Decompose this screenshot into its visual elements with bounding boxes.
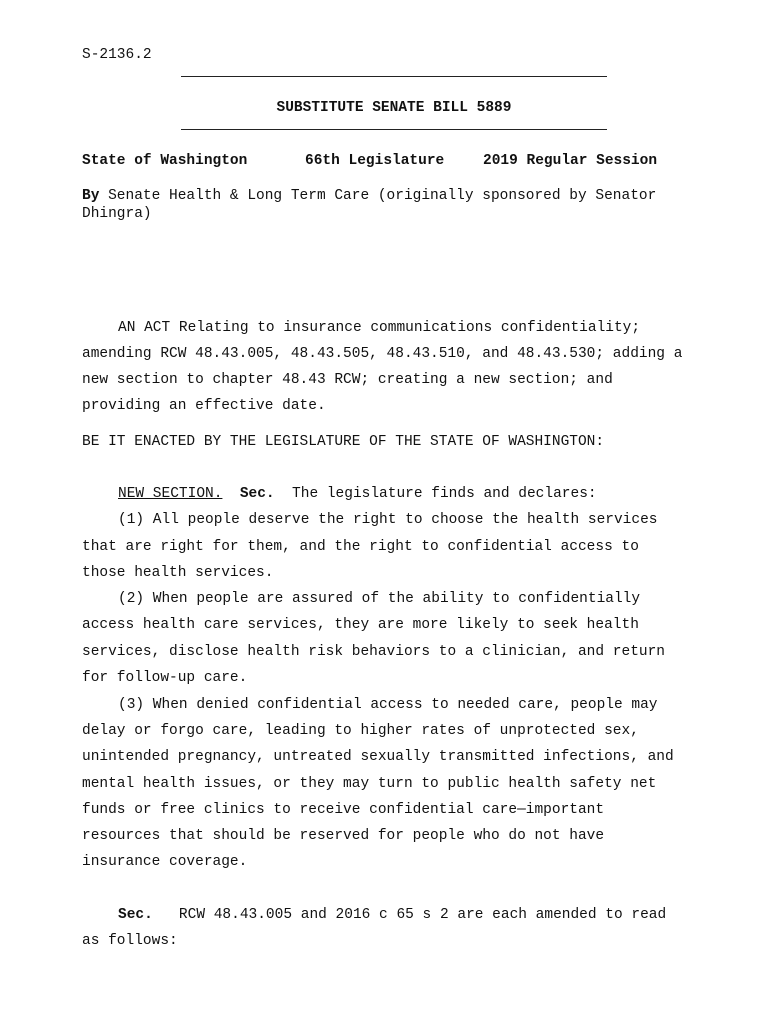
section-line: (3) When denied confidential access to needed care, people may (118, 697, 658, 713)
section-line: unintended pregnancy, untreated sexually transmitted infections, and (82, 749, 674, 765)
sec-label: Sec. (239, 486, 275, 502)
new-section-heading (82, 485, 597, 503)
bill-title: SUBSTITUTE SENATE BILL 5889 (276, 100, 512, 116)
section-line: funds or free clinics to receive confidential care—important (82, 802, 605, 818)
section-line: resources that should be reserved for people who do not have (82, 828, 605, 844)
section-line: services, disclose health risk behaviors to a clinician, and return (82, 644, 665, 660)
section-line: access health care services, they are more likely to seek health (82, 617, 639, 633)
section-line: delay or forgo care, leading to higher rates of unprotected sex, (82, 723, 639, 739)
enacting-clause: BE IT ENACTED BY THE LEGISLATURE OF THE STATE OF WASHINGTON: (82, 434, 605, 450)
section-line: for follow-up care. (82, 670, 248, 686)
state-label: State of Washington (82, 153, 248, 169)
section-line: insurance coverage. (82, 854, 248, 870)
sponsor-text: Senate Health & Long Term Care (originally sponsored by Senator (108, 188, 657, 204)
section-line: (2) When people are assured of the ability to confidentially (118, 591, 641, 607)
act-line: new section to chapter 48.43 RCW; creating a new section; and (82, 372, 613, 388)
act-line: AN ACT Relating to insurance communications confidentiality; (118, 320, 641, 336)
sponsor-prefix: By (82, 188, 100, 204)
amend-section-heading (82, 906, 666, 924)
sponsor-line-1 (82, 187, 656, 205)
new-section-label: NEW SECTION. (118, 486, 223, 502)
amend-line-2: as follows: (82, 933, 178, 949)
act-line: amending RCW 48.43.005, 48.43.505, 48.43.510, and 48.43.530; adding a (82, 346, 683, 362)
title-rule-top (181, 76, 607, 77)
amend-text: RCW 48.43.005 and 2016 c 65 s 2 are each amended to read (178, 907, 667, 923)
section-intro: The legislature finds and declares: (292, 486, 597, 502)
act-line: providing an effective date. (82, 398, 326, 414)
section-line: (1) All people deserve the right to choose the health services (118, 512, 658, 528)
section-line: that are right for them, and the right to confidential access to (82, 539, 639, 555)
legislature-label: 66th Legislature (305, 153, 445, 169)
title-rule-bottom (181, 129, 607, 130)
section-line: those health services. (82, 565, 274, 581)
sec-label: Sec. (118, 907, 153, 923)
bill-id: S-2136.2 (82, 47, 152, 63)
session-label: 2019 Regular Session (483, 153, 658, 169)
section-line: mental health issues, or they may turn to public health safety net (82, 776, 657, 792)
sponsor-line-2: Dhingra) (82, 206, 152, 222)
